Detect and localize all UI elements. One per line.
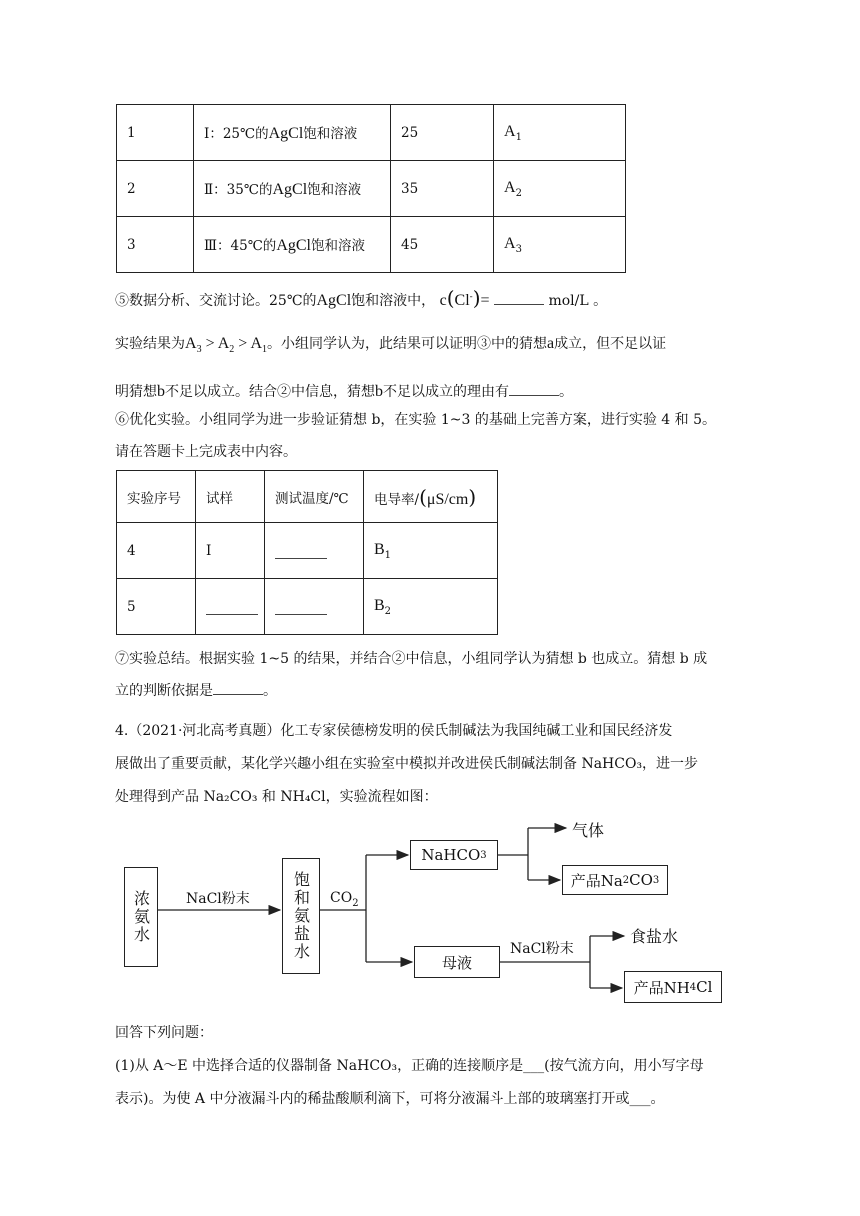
cell-sample: Ⅲ：45℃的AgCl饱和溶液 <box>194 217 391 273</box>
question4-line-1: 4.（2021·河北高考真题）化工专家侯德榜发明的侯氏制碱法为我国纯碱工业和国民经济发 <box>115 723 673 739</box>
nacl-powder-label: NaCl粉末 <box>186 891 250 907</box>
header-cell: 实验序号 <box>117 471 196 523</box>
co2-label: $CO_2$ <box>330 890 359 909</box>
cell-temp <box>265 523 364 579</box>
cell-conductivity: $B_1$ <box>364 523 498 579</box>
cell-temp <box>265 579 364 635</box>
mother-liquor-box: 母液 <box>414 946 500 978</box>
table-header-row <box>117 471 498 523</box>
cell-conductivity: $A_2$ <box>494 161 626 217</box>
cell-no: 5 <box>117 579 196 635</box>
nacl-powder-label-2: NaCl粉末 <box>510 941 574 957</box>
cell-conductivity: $A_3$ <box>494 217 626 273</box>
cell-no: 1 <box>117 105 194 161</box>
table-conductivity-1 <box>116 104 626 273</box>
table-row <box>117 579 498 635</box>
result-line-2: 明猜想b不足以成立。结合②中信息，猜想b不足以成立的理由有 。 <box>115 383 573 400</box>
header-cell: 测试温度/℃ <box>265 471 364 523</box>
cell-sample: Ⅱ：35℃的AgCl饱和溶液 <box>194 161 391 217</box>
answer-prompt: 回答下列问题： <box>115 1025 213 1041</box>
answer-blank[interactable] <box>275 614 327 615</box>
table-row <box>117 523 498 579</box>
answer-blank[interactable] <box>206 614 258 615</box>
salt-water-label: 食盐水 <box>630 927 679 946</box>
step7-line-1: ⑦实验总结。根据实验 1~5 的结果，并结合②中信息，小组同学认为猜想 b 也成立。猜想 b 成 <box>115 651 708 667</box>
cell-temp: 45 <box>391 217 494 273</box>
question4-line-3: 处理得到产品 Na₂CO₃ 和 NH₄Cl，实验流程如图： <box>115 789 438 805</box>
question1-line-1: (1)从 A～E 中选择合适的仪器制备 NaHCO₃，正确的连接顺序是___(按气流方向，用小写字母 <box>115 1058 704 1074</box>
table-row <box>117 217 626 273</box>
cell-temp: 25 <box>391 105 494 161</box>
cell-conductivity: $B_2$ <box>364 579 498 635</box>
cell-no: 3 <box>117 217 194 273</box>
product-na2co3-box: 产品Na 2 CO 3 <box>562 865 668 895</box>
question1-line-2: 表示)。为使 A 中分液漏斗内的稀盐酸顺利滴下，可将分液漏斗上部的玻璃塞打开或___。 <box>115 1091 665 1107</box>
cell-sample: Ⅰ：25℃的AgCl饱和溶液 <box>194 105 391 161</box>
cell-sample <box>196 579 265 635</box>
answer-blank[interactable] <box>509 395 559 396</box>
gas-label: 气体 <box>572 821 605 840</box>
table-row <box>117 105 626 161</box>
cell-no: 2 <box>117 161 194 217</box>
inequality: $A_3 > A_2 > A_1$ <box>185 335 267 355</box>
saturated-ammonia-brine-box: 饱和氨盐水 <box>282 858 320 974</box>
step6-line-2: 请在答题卡上完成表中内容。 <box>115 444 297 460</box>
table-conductivity-2 <box>116 470 498 635</box>
cell-temp: 35 <box>391 161 494 217</box>
step5-line: ⑤数据分析、交流讨论。25℃的AgCl饱和溶液中， c(Cl-)= mol/L 。 <box>115 286 608 310</box>
step7-line-2: 立的判断依据是 。 <box>115 683 277 699</box>
answer-blank[interactable] <box>213 694 263 695</box>
table-row <box>117 161 626 217</box>
answer-blank[interactable] <box>494 304 544 305</box>
header-cell: 电导率/(μS/cm) <box>364 471 498 523</box>
cell-sample: Ⅰ <box>196 523 265 579</box>
cell-no: 4 <box>117 523 196 579</box>
cell-conductivity: $A_1$ <box>494 105 626 161</box>
product-nh4cl-box: 产品NH 4 Cl <box>624 971 722 1003</box>
answer-blank[interactable] <box>275 558 327 559</box>
result-line-1: 实验结果为$A_3 > A_2 > A_1$。小组同学认为，此结果可以证明③中的猜想a成立，但不足以证 <box>115 335 667 355</box>
step6-line-1: ⑥优化实验。小组同学为进一步验证猜想 b，在实验 1~3 的基础上完善方案，进行实验 4 和 5。 <box>115 412 717 428</box>
header-cell: 试样 <box>196 471 265 523</box>
question4-line-2: 展做出了重要贡献，某化学兴趣小组在实验室中模拟并改进侯氏制碱法制备 NaHCO₃，进一步 <box>115 756 699 772</box>
ammonia-water-box: 浓氨水 <box>124 867 158 967</box>
nahco3-box: NaHCO 3 <box>410 840 498 870</box>
